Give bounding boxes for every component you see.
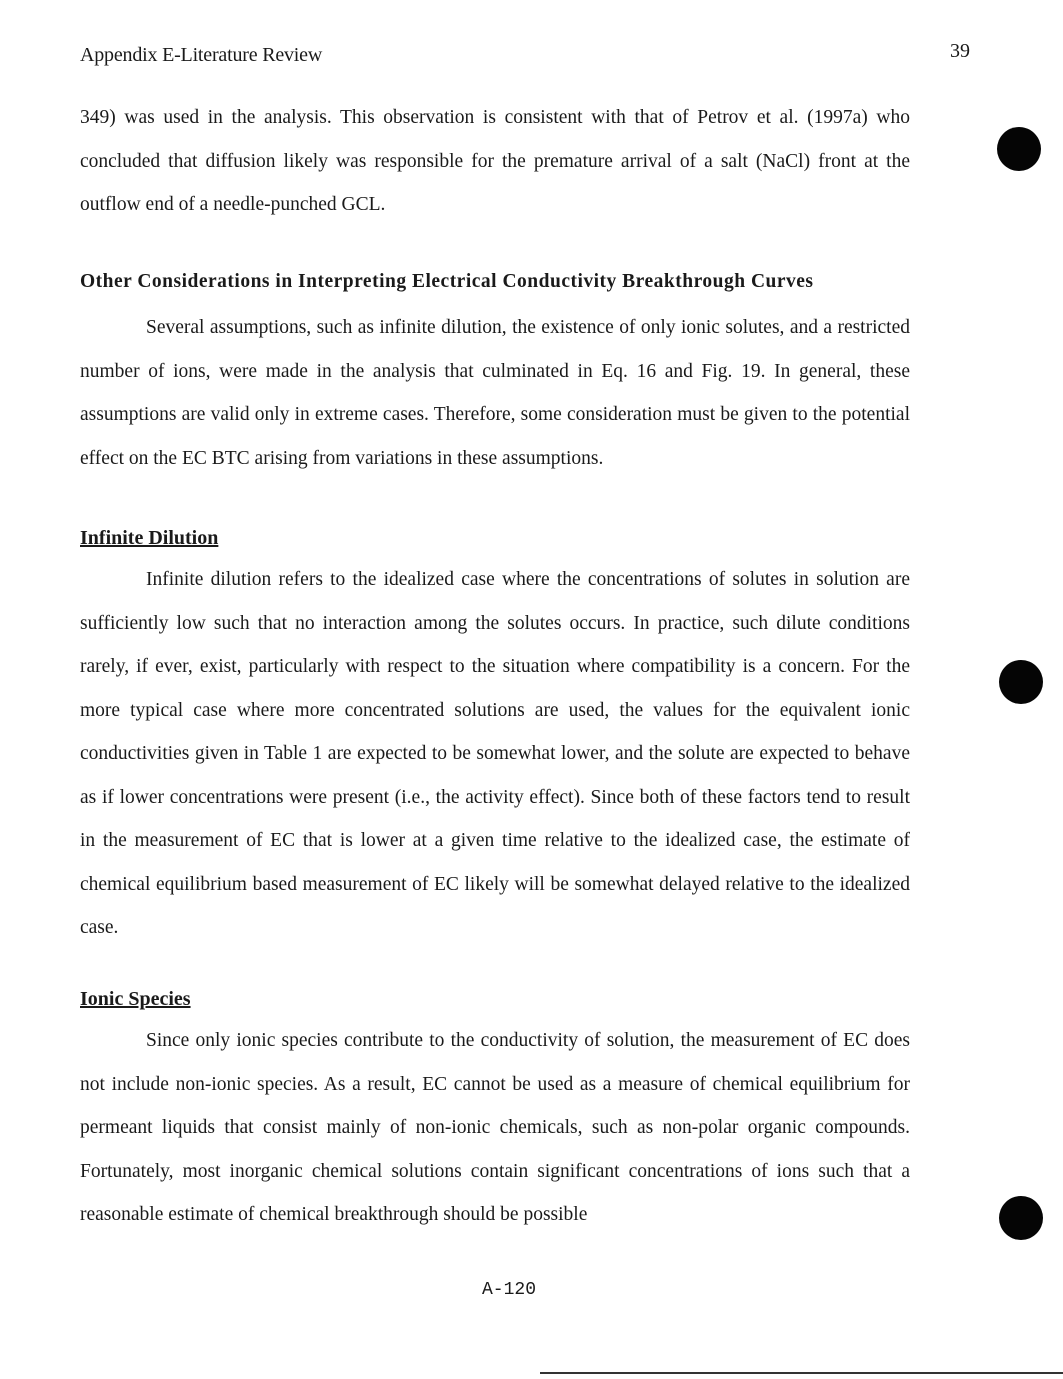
ionic-species-heading: Ionic Species — [80, 988, 191, 1010]
page-number: 39 — [950, 40, 970, 62]
section-heading: Other Considerations in Interpreting Electrical Conductivity Breakthrough Curves — [80, 271, 814, 292]
infinite-dilution-paragraph: Infinite dilution refers to the idealized case where the concentrations of solutes in solution are sufficiently low such that no interaction among the solutes occurs. In practice, such dilute conditions rarely, if ever, exist, particularly with respect to the situation where compatibility is a concern. For the more typical case where more concentrated solutions are used, the values for the equivalent ionic conductivities given in Table 1 are expected to be somewhat lower, and the solute are expected to behave as if lower concentrations were present (i.e., the activity effect). Since both of these factors tend to result in the measurement of EC that is lower at a given time relative to the idealized case, the estimate of chemical equilibrium based measurement of EC likely will be somewhat delayed relative to the idealized case. — [80, 569, 910, 938]
section-intro-paragraph: Several assumptions, such as infinite dilution, the existence of only ionic solutes, and a restricted number of ions, were made in the analysis that culminated in Eq. 16 and Fig. 19. In general, these assumptions are valid only in extreme cases. Therefore, some consideration must be given to the potential effect on the EC BTC arising from variations in these assumptions. — [80, 317, 910, 469]
infinite-dilution-heading: Infinite Dilution — [80, 527, 219, 549]
ionic-species-paragraph: Since only ionic species contribute to the conductivity of solution, the measurement of EC does not include non-ionic species. As a result, EC cannot be used as a measure of chemical equilibrium for permeant liquids that consist mainly of non-ionic chemicals, such as non-polar organic compounds. Fortunately, most inorganic chemical solutions contain significant concentrations of ions such that a reasonable estimate of chemical breakthrough should be possible — [80, 1030, 910, 1225]
bottom-rule — [540, 1372, 1063, 1374]
page-folio: A-120 — [482, 1280, 537, 1300]
punch-hole-top — [997, 127, 1041, 171]
punch-hole-middle — [999, 660, 1043, 704]
punch-hole-bottom — [999, 1196, 1043, 1240]
continuation-paragraph: 349) was used in the analysis. This observation is consistent with that of Petrov et al. (1997a) who concluded that diffusion likely was responsible for the premature arrival of a salt (NaCl) front at the outflow end of a needle-punched GCL. — [80, 107, 910, 215]
running-head: Appendix E-Literature Review — [80, 44, 323, 66]
